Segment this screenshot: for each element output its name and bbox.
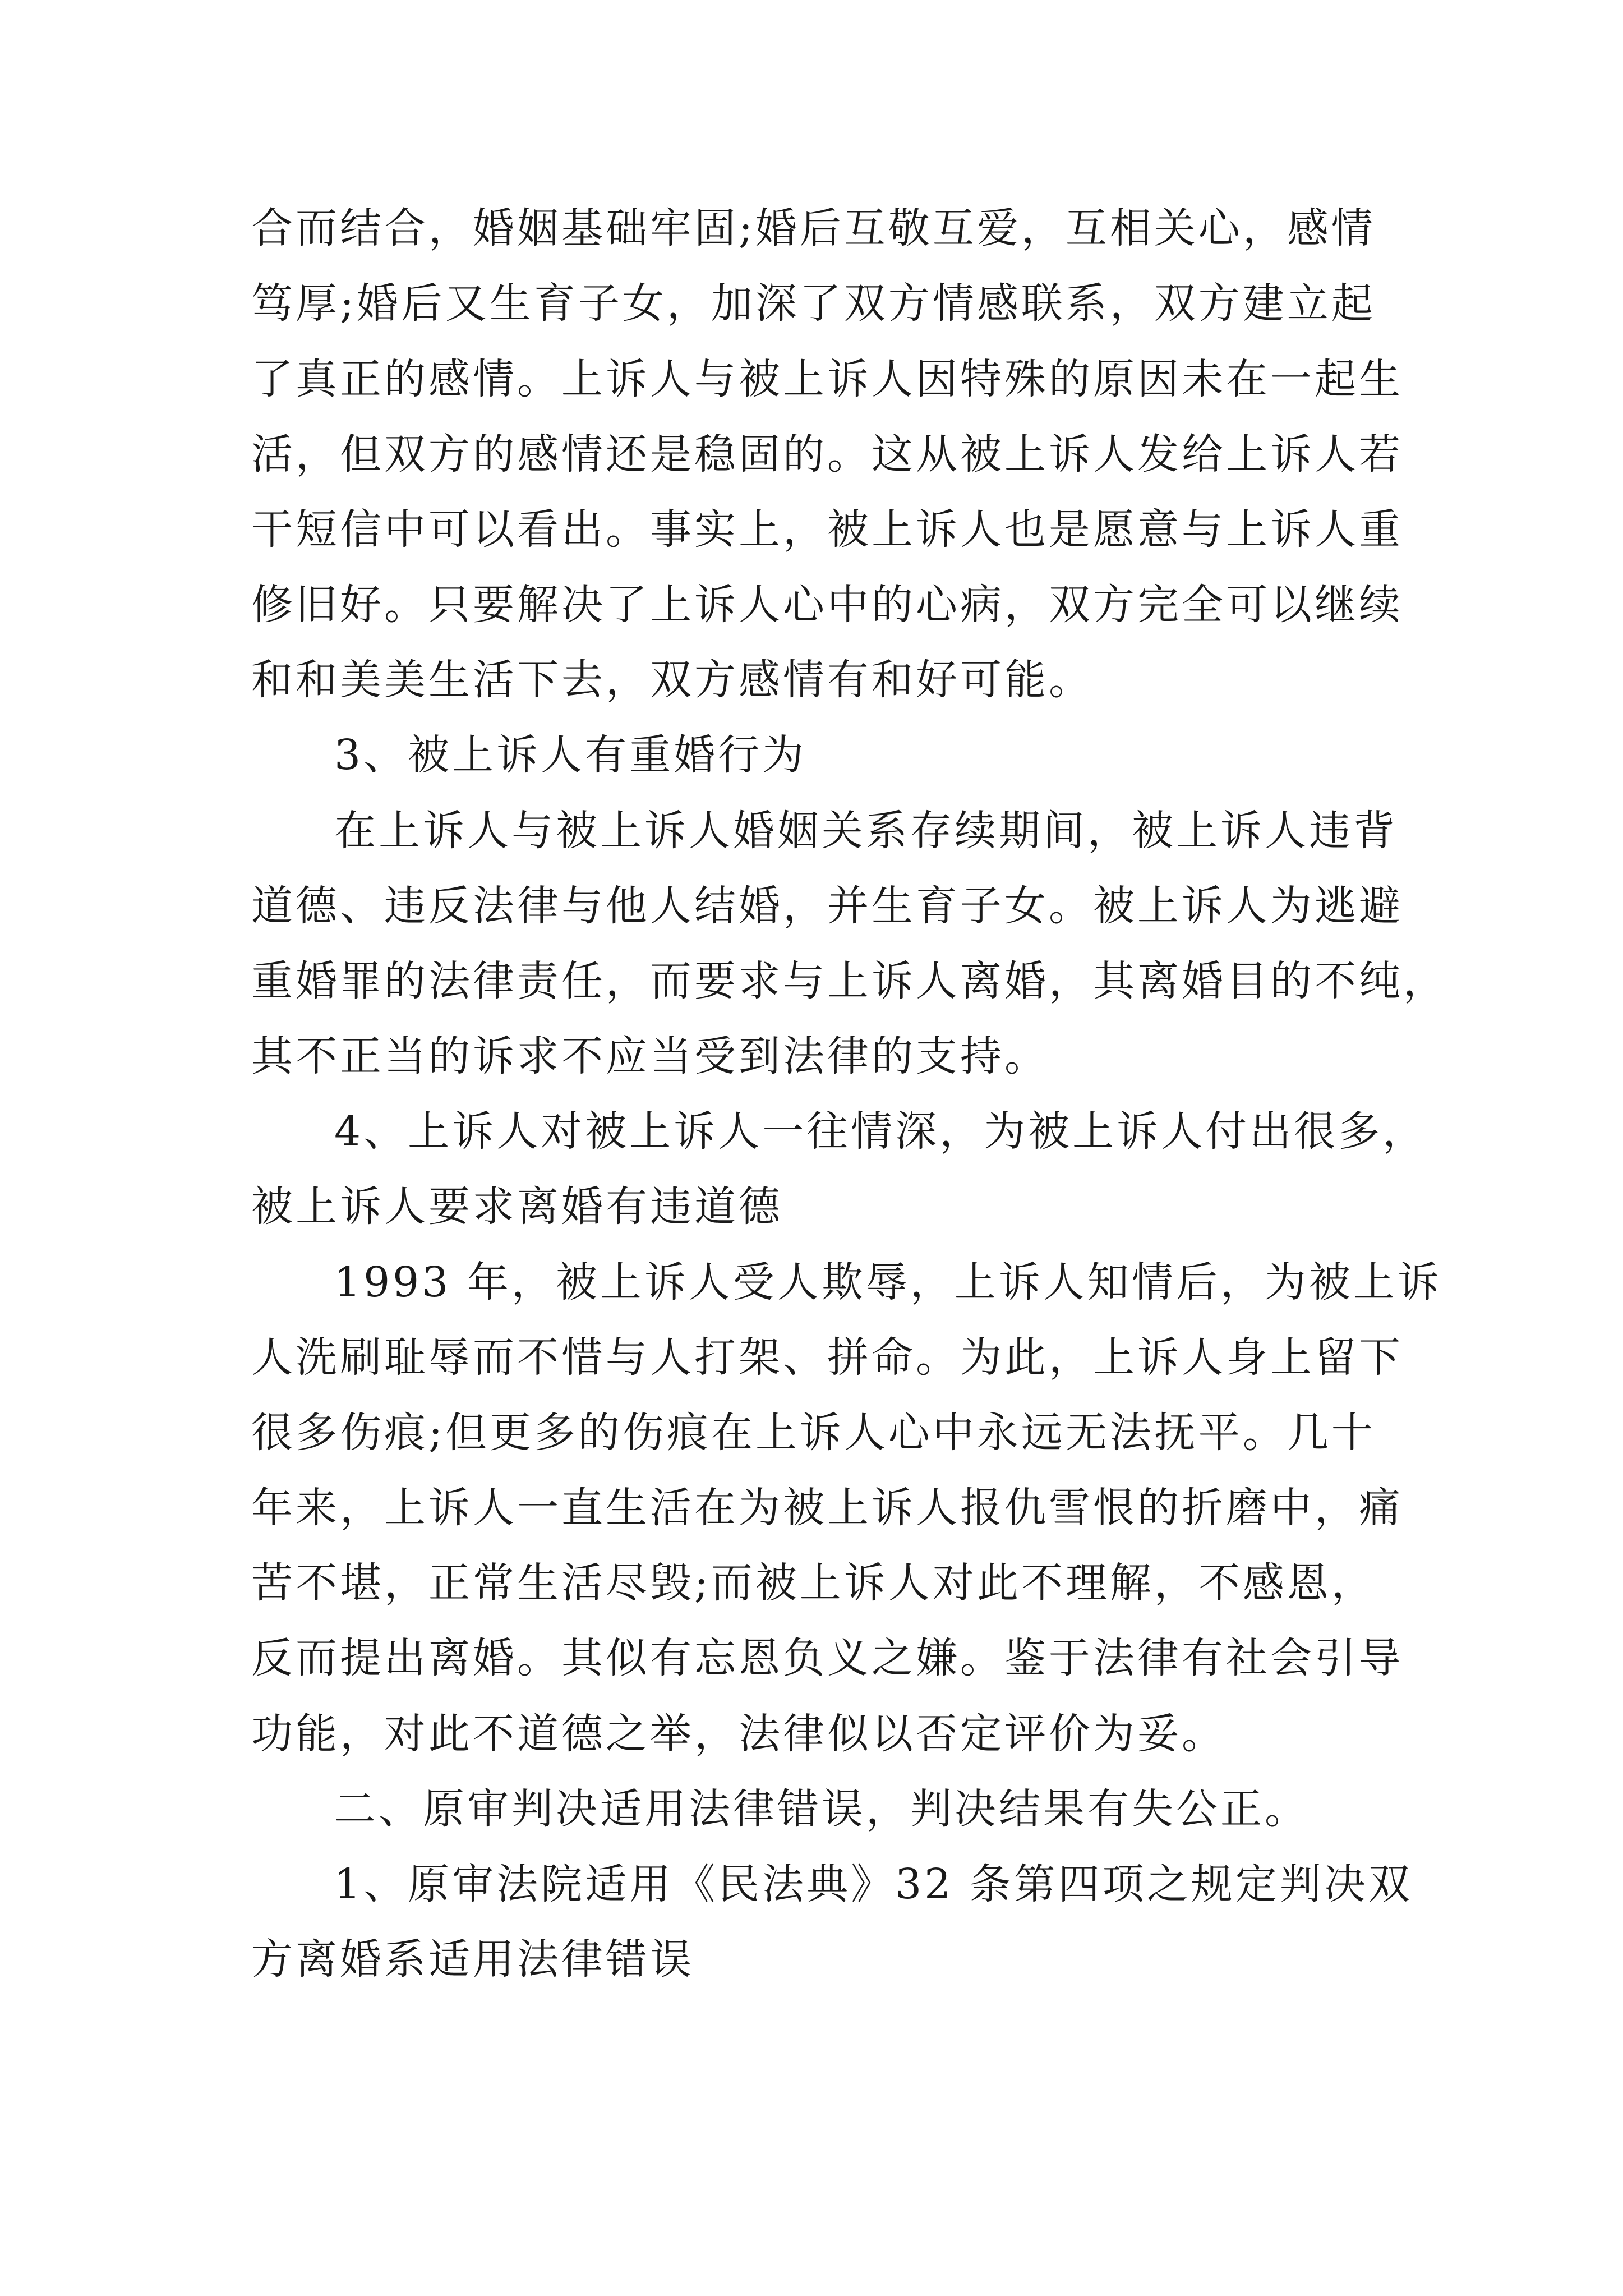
body-text-line: 了真正的感情。上诉人与被上诉人因特殊的原因未在一起生 — [251, 355, 1403, 403]
section-heading-continued: 被上诉人要求离婚有违道德 — [251, 1182, 783, 1231]
body-text-line: 合而结合，婚姻基础牢固;婚后互敬互爱，互相关心，感情 — [251, 204, 1376, 252]
body-text-line: 干短信中可以看出。事实上，被上诉人也是愿意与上诉人重 — [251, 505, 1403, 554]
body-text-line: 笃厚;婚后又生育子女，加深了双方情感联系，双方建立起 — [251, 279, 1376, 328]
section-heading-continued: 方离婚系适用法律错误 — [251, 1935, 694, 1984]
body-text-line: 其不正当的诉求不应当受到法律的支持。 — [251, 1032, 1049, 1080]
section-heading: 4、上诉人对被上诉人一往情深，为被上诉人付出很多， — [334, 1107, 1427, 1156]
body-text-line: 道德、违反法律与他人结婚，并生育子女。被上诉人为逃避 — [251, 882, 1403, 930]
body-text-line: 反而提出离婚。其似有忘恩负义之嫌。鉴于法律有社会引导 — [251, 1634, 1403, 1682]
section-heading: 1、原审法院适用《民法典》32 条第四项之规定判决双 — [334, 1860, 1413, 1908]
body-text-line: 在上诉人与被上诉人婚姻关系存续期间，被上诉人违背 — [334, 807, 1398, 855]
body-text-line: 功能，对此不道德之举，法律似以否定评价为妥。 — [251, 1710, 1226, 1758]
body-text-line: 人洗刷耻辱而不惜与人打架、拼命。为此，上诉人身上留下 — [251, 1333, 1403, 1382]
section-heading: 二、原审判决适用法律错误，判决结果有失公正。 — [334, 1785, 1309, 1833]
body-text-line: 重婚罪的法律责任，而要求与上诉人离婚，其离婚目的不纯， — [251, 957, 1447, 1005]
body-text-line: 和和美美生活下去，双方感情有和好可能。 — [251, 656, 1093, 704]
body-text-line: 修旧好。只要解决了上诉人心中的心病，双方完全可以继续 — [251, 581, 1403, 629]
section-heading: 3、被上诉人有重婚行为 — [334, 731, 807, 779]
body-text-line: 年来，上诉人一直生活在为被上诉人报仇雪恨的折磨中，痛 — [251, 1484, 1403, 1532]
body-text-line: 1993 年，被上诉人受人欺辱，上诉人知情后，为被上诉 — [334, 1258, 1442, 1306]
body-text-line: 活，但双方的感情还是稳固的。这从被上诉人发给上诉人若 — [251, 430, 1403, 478]
body-text-line: 苦不堪，正常生活尽毁;而被上诉人对此不理解，不感恩， — [251, 1559, 1376, 1607]
body-text-line: 很多伤痕;但更多的伤痕在上诉人心中永远无法抚平。几十 — [251, 1409, 1376, 1457]
